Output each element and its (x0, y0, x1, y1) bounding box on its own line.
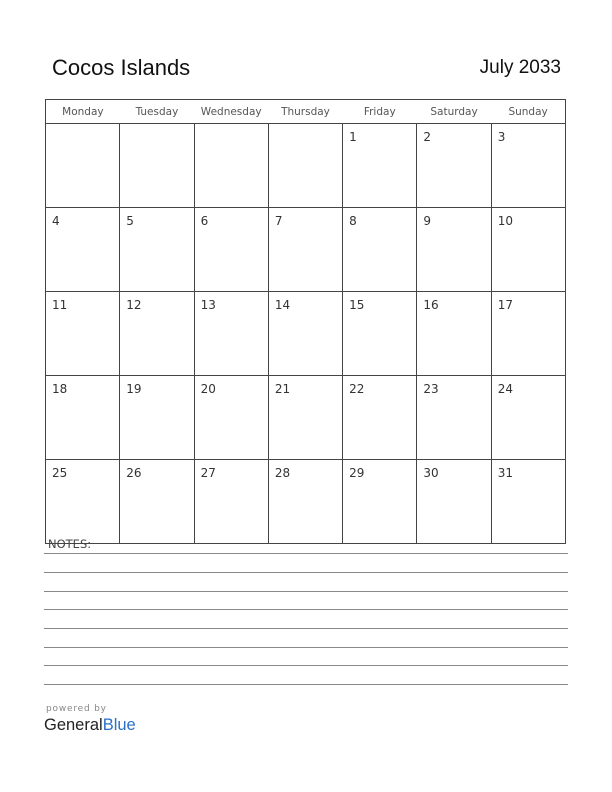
week-row-2 (46, 208, 566, 292)
day-cell: 12 (120, 292, 194, 376)
weekday-wednesday: Wednesday (194, 100, 268, 124)
day-cell (268, 124, 342, 208)
day-cell: 19 (120, 376, 194, 460)
week-row-5 (46, 460, 566, 544)
calendar-month-year: July 2033 (479, 57, 561, 78)
powered-by-text: powered by (46, 704, 107, 714)
day-cell: 3 (491, 124, 565, 208)
day-cell: 27 (194, 460, 268, 544)
weekday-thursday: Thursday (268, 100, 342, 124)
day-cell: 10 (491, 208, 565, 292)
day-cell: 9 (417, 208, 491, 292)
weekday-monday: Monday (46, 100, 120, 124)
day-cell: 23 (417, 376, 491, 460)
notes-line (44, 553, 568, 554)
day-cell: 2 (417, 124, 491, 208)
notes-line (44, 591, 568, 592)
weekday-header-row (46, 100, 566, 124)
week-row-3 (46, 292, 566, 376)
weekday-friday: Friday (343, 100, 417, 124)
day-cell: 22 (343, 376, 417, 460)
day-cell: 14 (268, 292, 342, 376)
day-cell (120, 124, 194, 208)
day-cell: 5 (120, 208, 194, 292)
logo-blue-text: Blue (102, 716, 136, 734)
notes-line (44, 609, 568, 610)
logo-general-text: General (44, 716, 103, 734)
day-cell: 1 (343, 124, 417, 208)
day-cell: 16 (417, 292, 491, 376)
day-cell: 7 (268, 208, 342, 292)
calendar-grid (45, 99, 566, 544)
day-cell (194, 124, 268, 208)
notes-line (44, 684, 568, 685)
day-cell: 15 (343, 292, 417, 376)
day-cell: 18 (46, 376, 120, 460)
notes-label: NOTES: (48, 537, 92, 551)
day-cell (46, 124, 120, 208)
day-cell: 30 (417, 460, 491, 544)
notes-line (44, 628, 568, 629)
week-row-4 (46, 376, 566, 460)
day-cell: 24 (491, 376, 565, 460)
day-cell: 31 (491, 460, 565, 544)
day-cell: 6 (194, 208, 268, 292)
day-cell: 29 (343, 460, 417, 544)
day-cell: 26 (120, 460, 194, 544)
notes-line (44, 572, 568, 573)
day-cell: 11 (46, 292, 120, 376)
weekday-sunday: Sunday (491, 100, 565, 124)
generalblue-logo (44, 716, 136, 735)
weekday-tuesday: Tuesday (120, 100, 194, 124)
calendar-country-title: Cocos Islands (52, 55, 191, 80)
day-cell: 20 (194, 376, 268, 460)
day-cell: 13 (194, 292, 268, 376)
day-cell: 28 (268, 460, 342, 544)
notes-line (44, 647, 568, 648)
day-cell: 4 (46, 208, 120, 292)
weekday-saturday: Saturday (417, 100, 491, 124)
week-row-1 (46, 124, 566, 208)
day-cell: 21 (268, 376, 342, 460)
day-cell: 17 (491, 292, 565, 376)
day-cell: 25 (46, 460, 120, 544)
day-cell: 8 (343, 208, 417, 292)
notes-line (44, 665, 568, 666)
